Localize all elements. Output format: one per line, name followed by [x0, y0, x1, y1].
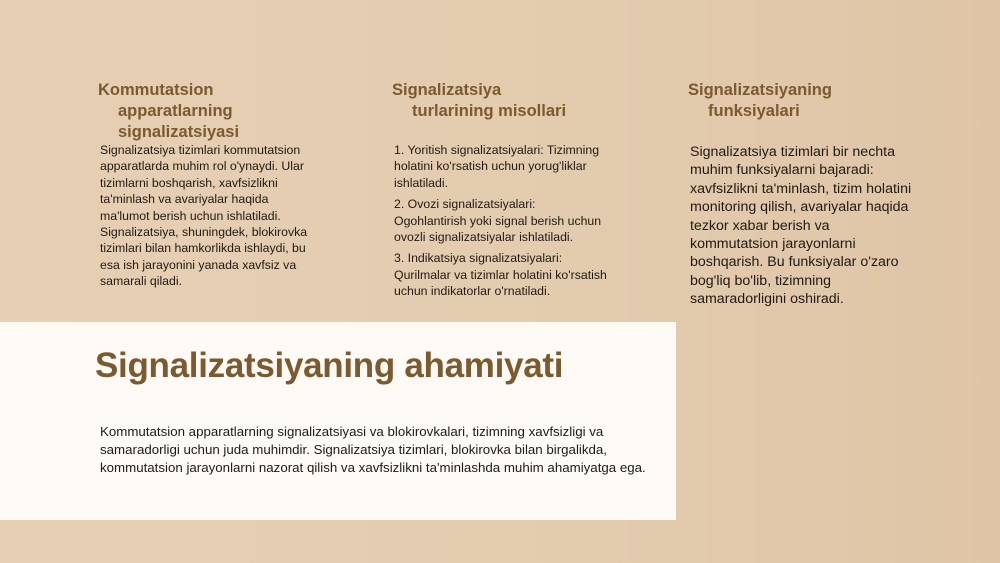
column-2-heading: [392, 80, 622, 122]
column-3-body: Signalizatsiya tizimlari bir nechta muhim funksiyalarni bajaradi: xavfsizlikni ta'minlash, tizim holatini monitoring qilish, avariyalar haqida tezkor xabar berish va kommutatsion jarayonlarni boshqarish. Bu funksiyalar o'zaro bog'liq bo'lib, tizimning samaradorligini oshiradi.: [690, 144, 912, 308]
list-item: 3. Indikatsiya signalizatsiyalari: Qurilmalar va tizimlar holatini ko'rsatish uchun indikatorlar o'rnatiladi.: [394, 251, 607, 299]
column-1-heading: [98, 80, 318, 143]
column-1-heading-line-2: apparatlarning: [118, 102, 233, 120]
column-1-body: Signalizatsiya tizimlari kommutatsion apparatlarda muhim rol o'ynaydi. Ular tizimlarni boshqarish, xavfsizlikni ta'minlash va avariyalar haqida ma'lumot berish uchun ishlatiladi. Signalizatsiya, shuningdek, blokirovka tizimlari bilan hamkorlikda ishlaydi, bu esa ish jarayonini yanada xavfsiz va samarali qiladi.: [100, 143, 308, 289]
column-2-heading-line-2: turlarining misollari: [412, 102, 567, 120]
panel-text: Kommutatsion apparatlarning signalizatsiyasi va blokirovkalari, tizimning xavfsizligi va samaradorligi uchun juda muhimdir. Signalizatsiya tizimlari, blokirovka bilan birgalikda, kommutatsion jarayonlarni nazorat qilish va xavfsizlikni ta'minlashda muhim ahamiyatga ega.: [100, 424, 646, 475]
column-2-heading-line-1: Signalizatsiya: [392, 81, 502, 99]
panel-title: Signalizatsiyaning ahamiyati: [95, 346, 564, 385]
column-2-list: [394, 142, 609, 305]
column-1-heading-line-1: Kommutatsion: [98, 81, 214, 99]
column-3-heading: [688, 80, 918, 122]
column-1-heading-line-3: signalizatsiyasi: [118, 123, 240, 141]
column-3-heading-line-1: Signalizatsiyaning: [688, 81, 832, 99]
list-item: 1. Yoritish signalizatsiyalari: Tizimning holatini ko'rsatish uchun yorug'liklar ishlatiladi.: [394, 143, 600, 190]
column-3-heading-line-2: funksiyalari: [708, 102, 800, 120]
list-item: 2. Ovozi signalizatsiyalari: Ogohlantirish yoki signal berish uchun ovozli signalizatsiyalar ishlatiladi.: [394, 197, 602, 245]
